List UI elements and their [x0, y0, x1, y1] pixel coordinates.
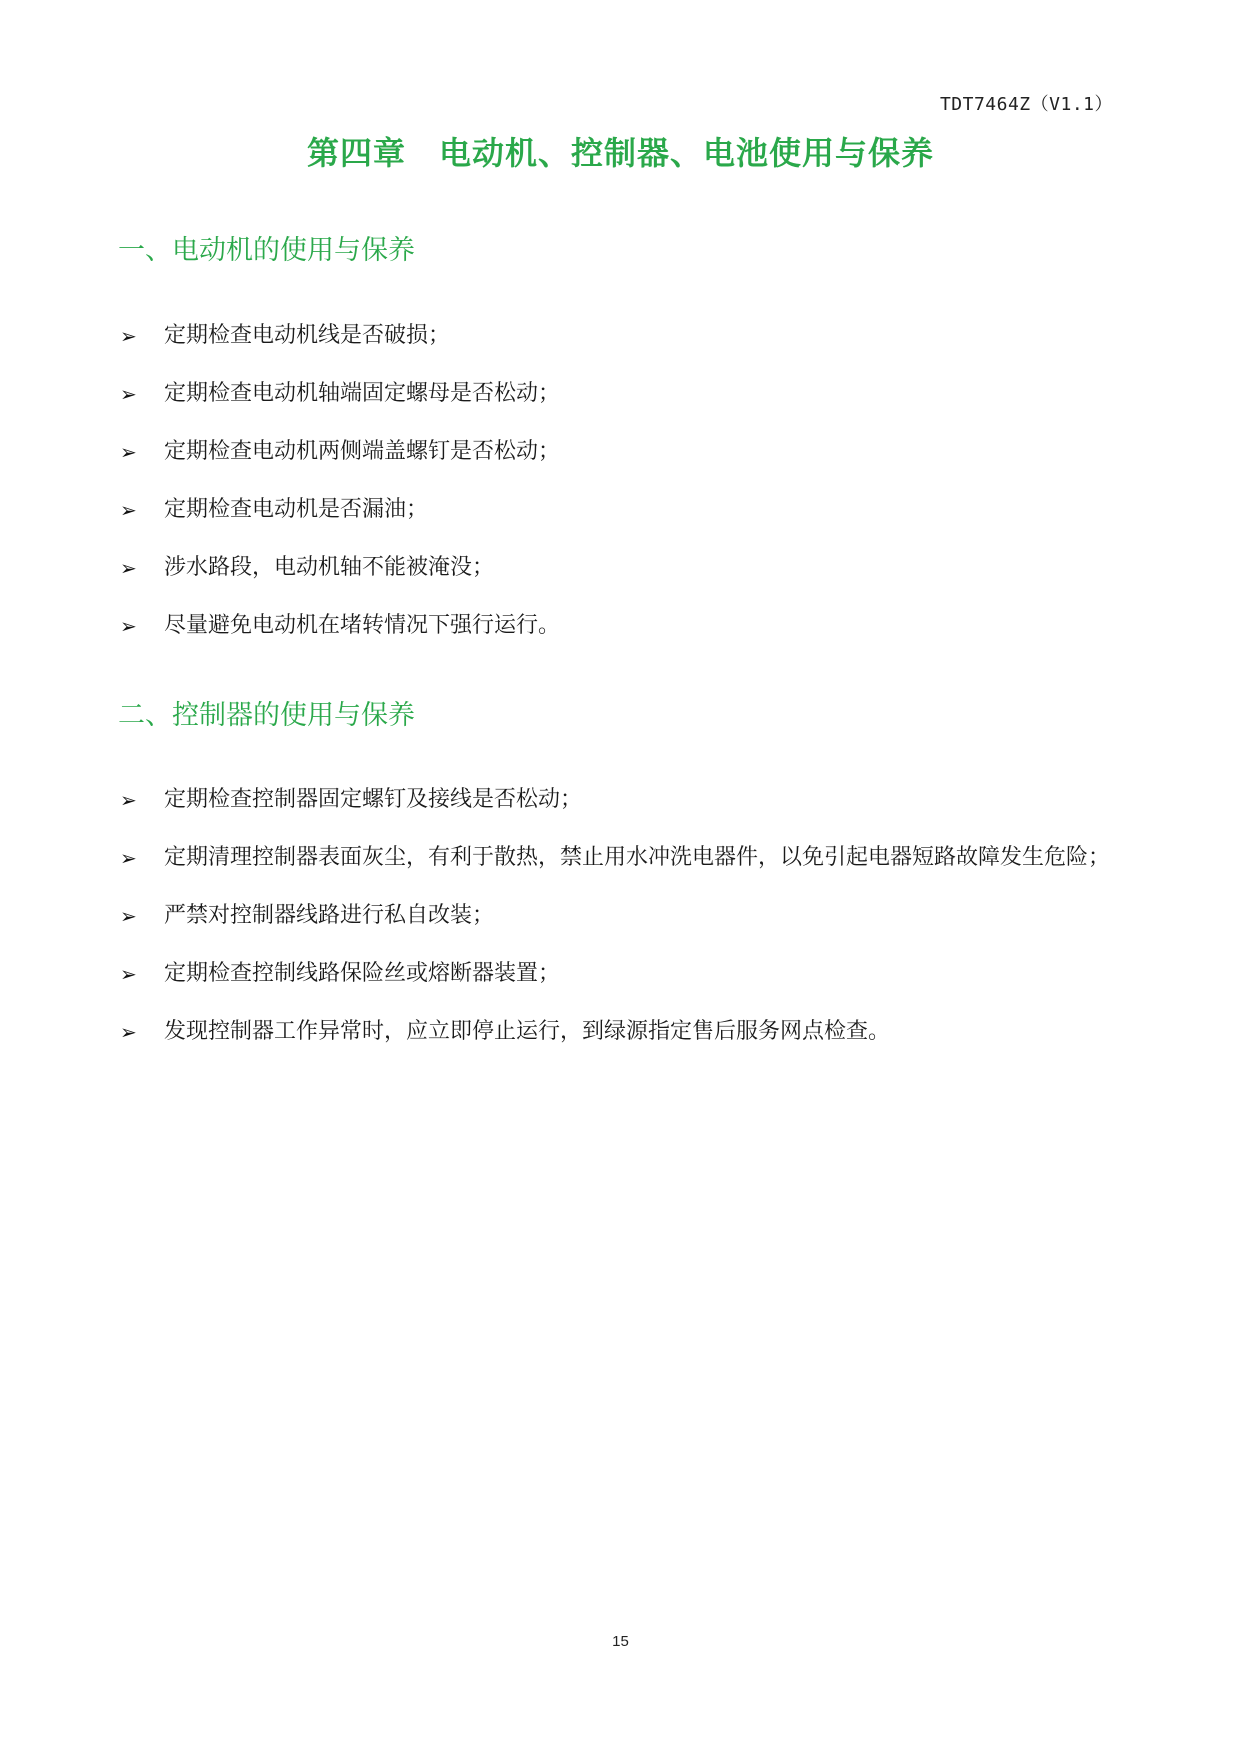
arrow-bullet-icon: ➢ — [120, 324, 137, 348]
list-item — [118, 312, 1128, 360]
list-item — [118, 602, 1128, 650]
section-heading-motor: 一、电动机的使用与保养 — [118, 235, 415, 266]
arrow-bullet-icon: ➢ — [120, 846, 137, 870]
list-item — [118, 950, 1128, 998]
controller-care-list — [118, 776, 1128, 1066]
list-item-text: 定期检查电动机线是否破损； — [164, 323, 451, 348]
arrow-bullet-icon: ➢ — [120, 962, 137, 986]
list-item-text: 严禁对控制器线路进行私自改装； — [164, 903, 495, 928]
list-item-text: 定期检查控制器固定螺钉及接线是否松动； — [164, 787, 583, 812]
motor-care-list — [118, 312, 1128, 660]
document-code: TDT7464Z（V1.1） — [939, 94, 1113, 115]
list-item — [118, 892, 1128, 940]
arrow-bullet-icon: ➢ — [120, 556, 137, 580]
arrow-bullet-icon: ➢ — [120, 382, 137, 406]
list-item — [118, 370, 1128, 418]
list-item-text: 定期清理控制器表面灰尘，有利于散热，禁止用水冲洗电器件，以免引起电器短路故障发生危险； — [164, 845, 1111, 870]
list-item — [118, 544, 1128, 592]
list-item-text: 定期检查控制线路保险丝或熔断器装置； — [164, 961, 561, 986]
arrow-bullet-icon: ➢ — [120, 904, 137, 928]
list-item-text: 定期检查电动机轴端固定螺母是否松动； — [164, 381, 561, 406]
arrow-bullet-icon: ➢ — [120, 1020, 137, 1044]
section-heading-controller: 二、控制器的使用与保养 — [118, 700, 415, 731]
list-item-text: 涉水路段，电动机轴不能被淹没； — [164, 555, 495, 580]
list-item — [118, 776, 1128, 824]
arrow-bullet-icon: ➢ — [120, 614, 137, 638]
page-number: 15 — [612, 1633, 629, 1650]
list-item — [118, 486, 1128, 534]
list-item — [118, 1008, 1128, 1056]
arrow-bullet-icon: ➢ — [120, 498, 137, 522]
list-item — [118, 834, 1128, 882]
chapter-title: 第四章 电动机、控制器、电池使用与保养 — [306, 134, 934, 172]
arrow-bullet-icon: ➢ — [120, 788, 137, 812]
arrow-bullet-icon: ➢ — [120, 440, 137, 464]
list-item-text: 定期检查电动机两侧端盖螺钉是否松动； — [164, 439, 561, 464]
list-item-text: 发现控制器工作异常时，应立即停止运行，到绿源指定售后服务网点检查。 — [164, 1019, 891, 1044]
list-item — [118, 428, 1128, 476]
list-item-text: 尽量避免电动机在堵转情况下强行运行。 — [164, 613, 561, 638]
list-item-text: 定期检查电动机是否漏油； — [164, 497, 429, 522]
